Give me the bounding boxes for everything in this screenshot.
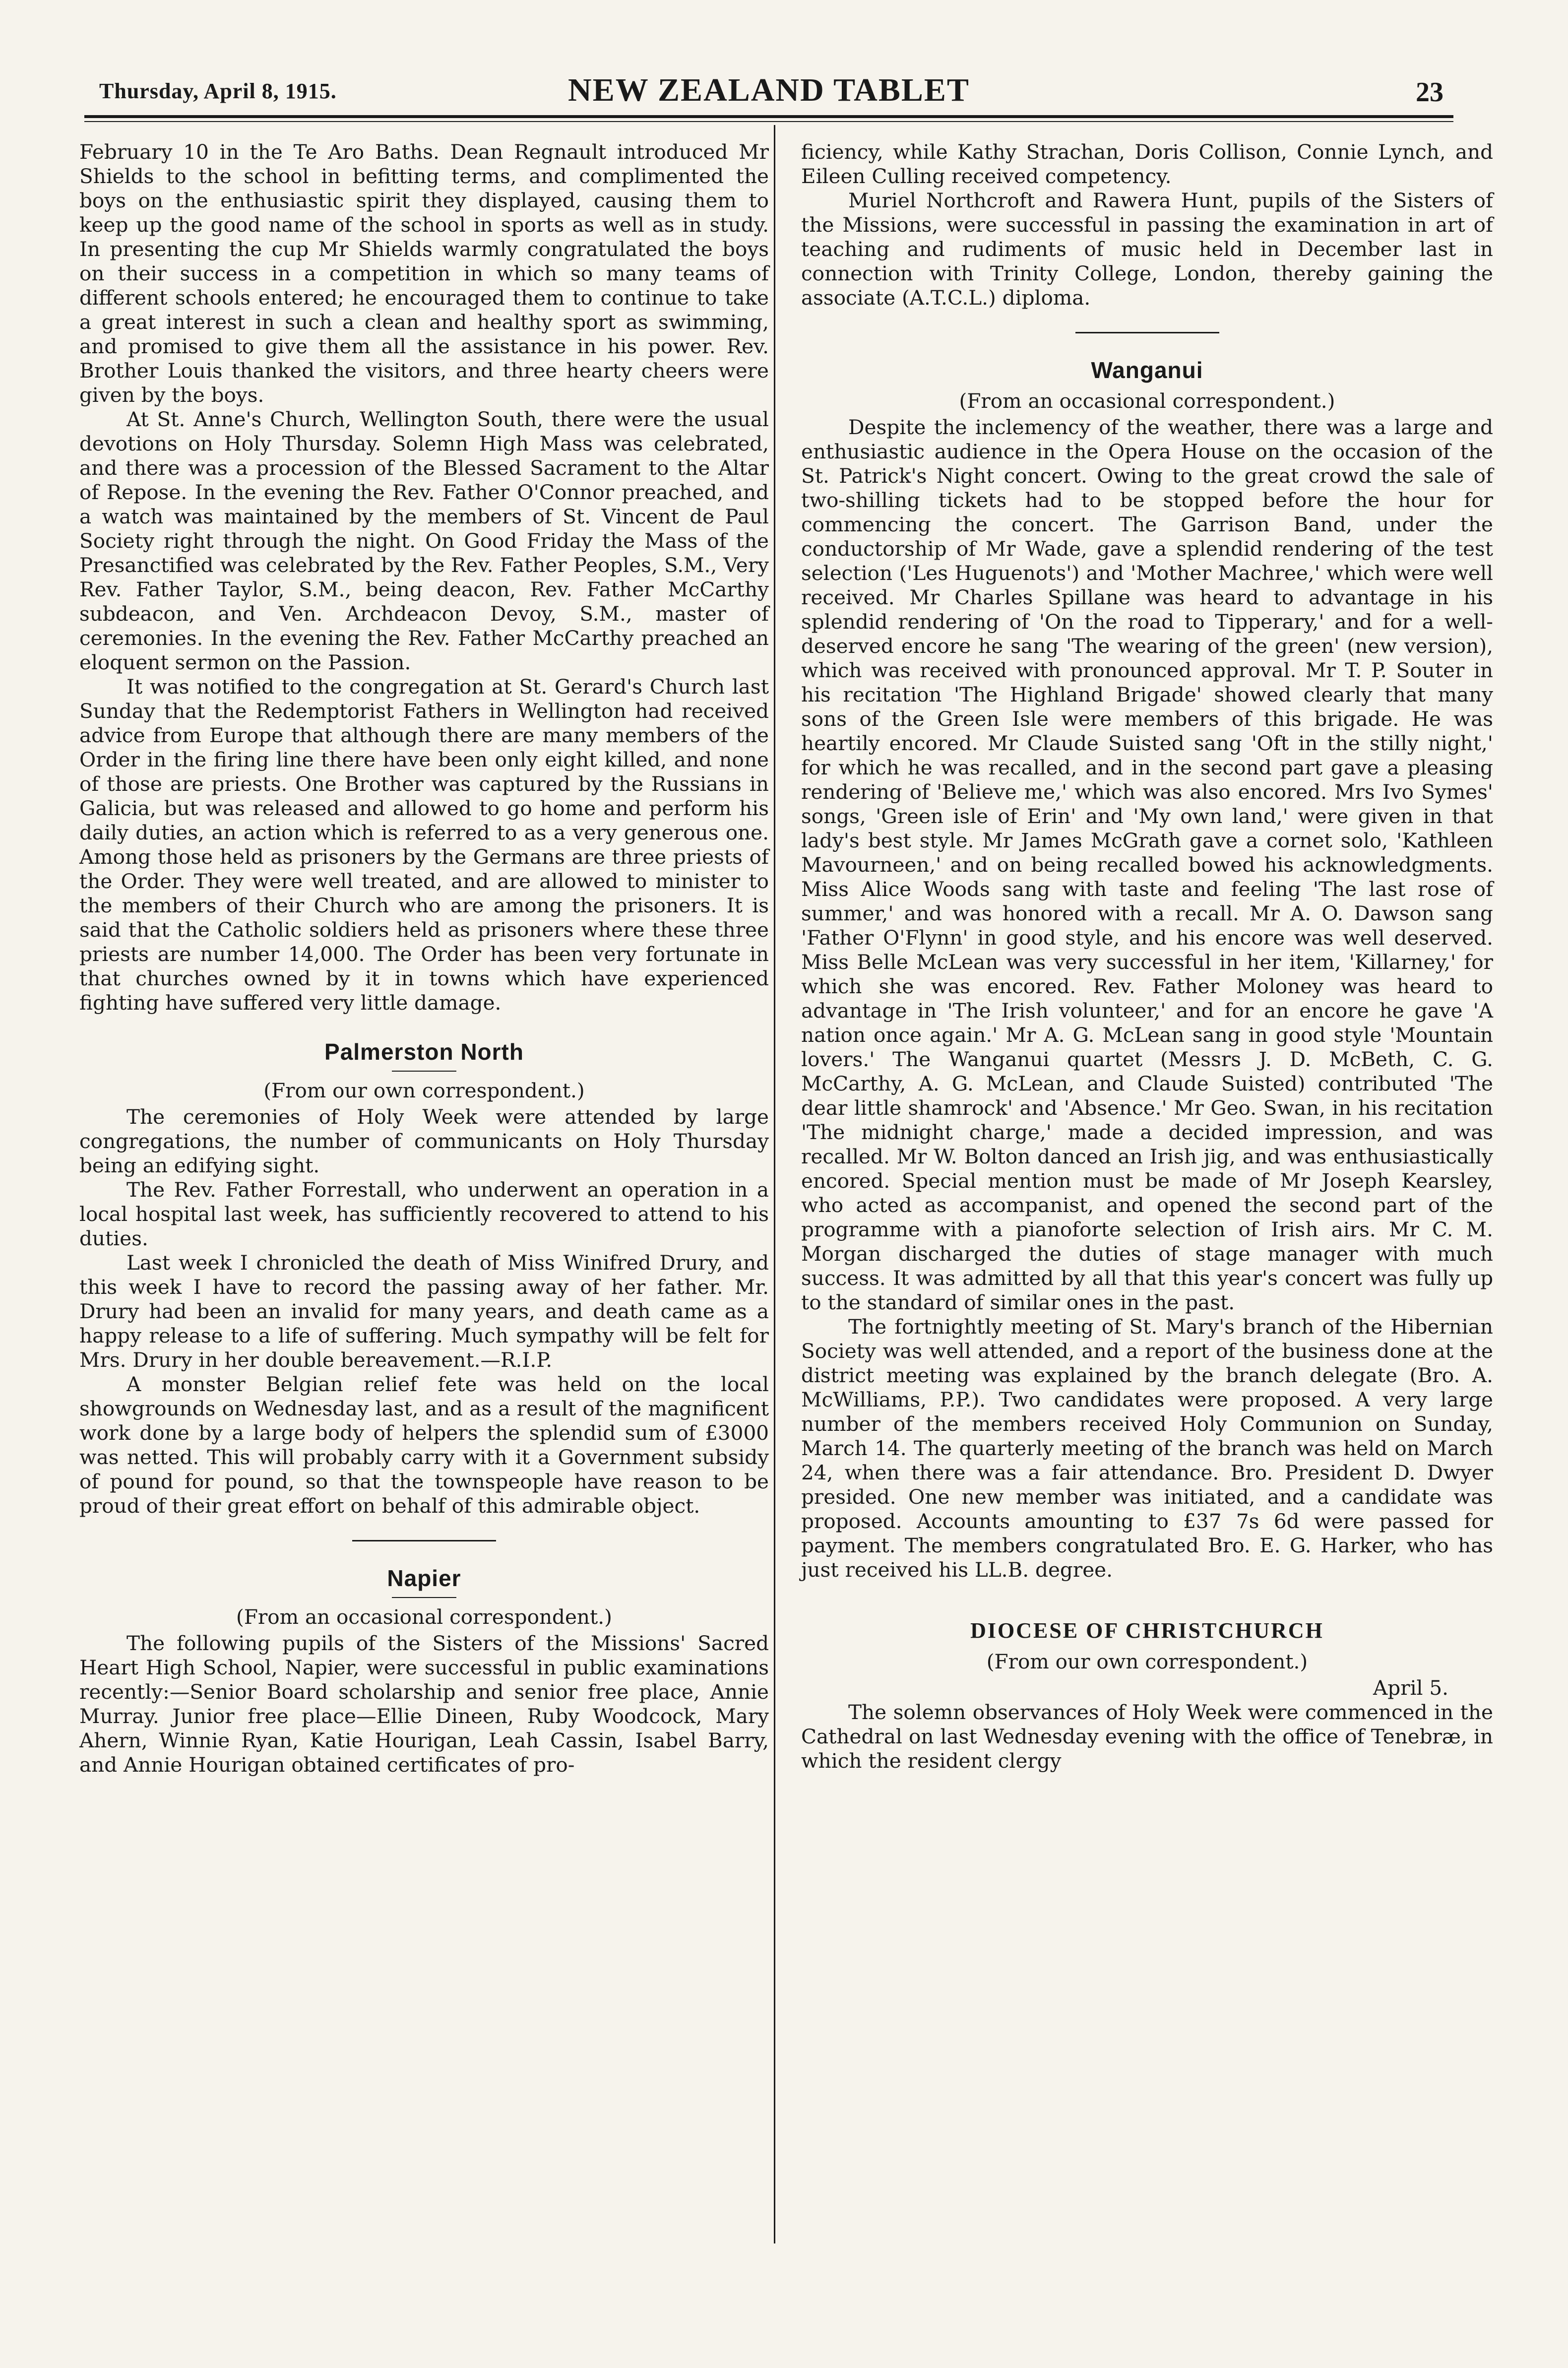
- correspondent-byline: (From our own correspondent.): [263, 1079, 585, 1102]
- article-paragraph: February 10 in the Te Aro Baths. Dean Regnault introduced Mr Shields to the school in befitting terms, and complimented the boys on the enthusiastic spirit they displayed, causing them to keep up the good name of the school in sports as well as in study. In presenting the cup Mr Shields warmly congratulated the boys on their success in a competition in which so many teams of different schools entered; he encouraged them to continue to take a great interest in such a clean and healthy sport as swimming, and promised to give them all the assistance in his power. Rev. Brother Louis thanked the visitors, and three hearty cheers were given by the boys.: [79, 140, 769, 407]
- dateline: April 5.: [1373, 1676, 1448, 1700]
- right-column: [801, 140, 1493, 1773]
- column-divider: [774, 125, 775, 2243]
- article-paragraph: ficiency, while Kathy Strachan, Doris Collison, Connie Lynch, and Eileen Culling received competency.: [801, 140, 1493, 188]
- article-paragraph: A monster Belgian relief fete was held on the local showgrounds on Wednesday last, and as a result of the magnificent work done by a large body of helpers the splendid sum of £3000 was netted. This will probably carry with it a Government subsidy of pound for pound, so that the townspeople have reason to be proud of their great effort on behalf of this admirable object.: [79, 1372, 769, 1518]
- page-number: 23: [1416, 77, 1443, 108]
- section-heading-palmerston-north: Palmerston North: [324, 1039, 524, 1065]
- header-rule-thin: [84, 121, 1453, 122]
- article-paragraph: At St. Anne's Church, Wellington South, there were the usual devotions on Holy Thursday. Solemn High Mass was celebrated, and there was a procession of the Blessed Sacrament to the Altar of Repose. In the evening the Rev. Father O'Connor preached, and a watch was maintained by the members of St. Vincent de Paul Society right through the night. On Good Friday the Mass of the Presanctified was celebrated by the Rev. Father Peoples, S.M., Very Rev. Father Taylor, S.M., being deacon, Rev. Father McCarthy subdeacon, and Ven. Archdeacon Devoy, S.M., master of ceremonies. In the evening the Rev. Father McCarthy preached an eloquent sermon on the Passion.: [79, 407, 769, 674]
- article-paragraph: The ceremonies of Holy Week were attended by large congregations, the number of communicants on Holy Thursday being an edifying sight.: [79, 1105, 769, 1177]
- article-paragraph: It was notified to the congregation at St. Gerard's Church last Sunday that the Redemptorist Fathers in Wellington had received advice from Europe that although there are many members of the Order in the firing line there have been only eight killed, and none of those are priests. One Brother was captured by the Russians in Galicia, but was released and allowed to go home and perform his daily duties, an action which is referred to as a very generous one. Among those held as prisoners by the Germans are three priests of the Order. They were well treated, and are allowed to minister to the members of their Church who are among the prisoners. It is said that the Catholic soldiers held as prisoners where these three priests are number 14,000. The Order has been very fortunate in that churches owned by it in towns which have experienced fighting have suffered very little damage.: [79, 675, 769, 1015]
- article-paragraph: The solemn observances of Holy Week were commenced in the Cathedral on last Wednesday evening with the office of Tenebræ, in which the resident clergy: [801, 1700, 1493, 1773]
- heading-rule: [392, 1597, 456, 1598]
- section-heading-diocese-christchurch: DIOCESE OF CHRISTCHURCH: [970, 1618, 1324, 1643]
- issue-date: Thursday, April 8, 1915.: [99, 79, 337, 103]
- section-heading-napier: Napier: [387, 1565, 461, 1591]
- header-rule-thick: [84, 115, 1453, 118]
- article-paragraph: The fortnightly meeting of St. Mary's branch of the Hibernian Society was well attended, and a report of the business done at the district meeting was explained by the branch delegate (Bro. A. McWilliams, P.P.). Two candidates were proposed. A very large number of the members received Holy Communion on Sunday, March 14. The quarterly meeting of the branch was held on March 24, when there was a fair attendance. Bro. President D. Dwyer presided. One new member was initiated, and a candidate was proposed. Accounts amounting to £37 7s 6d were passed for payment. The members congratulated Bro. E. G. Harker, who has just received his LL.B. degree.: [801, 1315, 1493, 1582]
- correspondent-byline: (From our own correspondent.): [986, 1650, 1308, 1673]
- correspondent-byline: (From an occasional correspondent.): [236, 1605, 612, 1629]
- article-paragraph: Despite the inclemency of the weather, there was a large and enthusiastic audience in the Opera House on the occasion of the St. Patrick's Night concert. Owing to the great crowd the sale of two-shilling tickets had to be stopped before the hour for commencing the concert. The Garrison Band, under the conductorship of Mr Wade, gave a splendid rendering of the test selection ('Les Huguenots') and 'Mother Machree,' which were well received. Mr Charles Spillane was heard to advantage in his splendid rendering of 'On the road to Tipperary,' and for a well-deserved encore he sang 'The wearing of the green' (new version), which was received with pronounced approval. Mr T. P. Souter in his recitation 'The Highland Brigade' showed clearly that many sons of the Green Isle were members of this brigade. He was heartily encored. Mr Claude Suisted sang 'Oft in the stilly night,' for which he was recalled, and in the second part gave a pleasing rendering of 'Believe me,' which was also encored. Mrs Ivo Symes' songs, 'Green isle of Erin' and 'My own land,' were given in that lady's best style. Mr James McGrath gave a cornet solo, 'Kathleen Mavourneen,' and on being recalled bowed his acknowledgments. Miss Alice Woods sang with taste and feeling 'The last rose of summer,' and was honored with a recall. Mr A. O. Dawson sang 'Father O'Flynn' in good style, and his encore was well deserved. Miss Belle McLean was very successful in her item, 'Killarney,' for which she was encored. Rev. Father Moloney was heard to advantage in 'The Irish volunteer,' and for an encore he gave 'A nation once again.' Mr A. G. McLean sang in good style 'Mountain lovers.' The Wanganui quartet (Messrs J. D. McBeth, C. G. McCarthy, A. G. McLean, and Claude Suisted) contributed 'The dear little shamrock' and 'Absence.' Mr Geo. Swan, in his recitation 'The midnight charge,' made a decided impression, and was recalled. Mr W. Bolton danced an Irish jig, and was enthusiastically encored. Special mention must be made of Mr Joseph Kearsley, who acted as accompanist, and opened the second part of the programme with a pianoforte selection of Irish airs. Mr C. M. Morgan discharged the duties of stage manager with much success. It was admitted by all that this year's concert was fully up to the standard of similar ones in the past.: [801, 415, 1493, 1314]
- section-heading-wanganui: Wanganui: [1091, 357, 1203, 383]
- page-header: [84, 69, 1453, 114]
- left-column: [79, 140, 769, 1777]
- section-separator: [1075, 332, 1219, 333]
- heading-rule: [392, 1071, 456, 1072]
- section-separator: [352, 1540, 496, 1541]
- masthead-title: NEW ZEALAND TABLET: [568, 72, 970, 108]
- article-paragraph: Muriel Northcroft and Rawera Hunt, pupils of the Sisters of the Missions, were successful in passing the examination in art of teaching and rudiments of music held in December last in connection with Trinity College, London, thereby gaining the associate (A.T.C.L.) diploma.: [801, 189, 1493, 310]
- article-paragraph: The following pupils of the Sisters of the Missions' Sacred Heart High School, Napier, were successful in public examinations recently:—Senior Board scholarship and senior free place, Annie Murray. Junior free place—Ellie Dineen, Ruby Woodcock, Mary Ahern, Winnie Ryan, Katie Hourigan, Leah Cassin, Isabel Barry, and Annie Hourigan obtained certificates of pro-: [79, 1631, 769, 1777]
- article-paragraph: The Rev. Father Forrestall, who underwent an operation in a local hospital last week, has sufficiently recovered to attend to his duties.: [79, 1178, 769, 1250]
- article-paragraph: Last week I chronicled the death of Miss Winifred Drury, and this week I have to record the passing away of her father. Mr. Drury had been an invalid for many years, and death came as a happy release to a life of suffering. Much sympathy will be felt for Mrs. Drury in her double bereavement.—R.I.P.: [79, 1251, 769, 1372]
- correspondent-byline: (From an occasional correspondent.): [959, 389, 1335, 413]
